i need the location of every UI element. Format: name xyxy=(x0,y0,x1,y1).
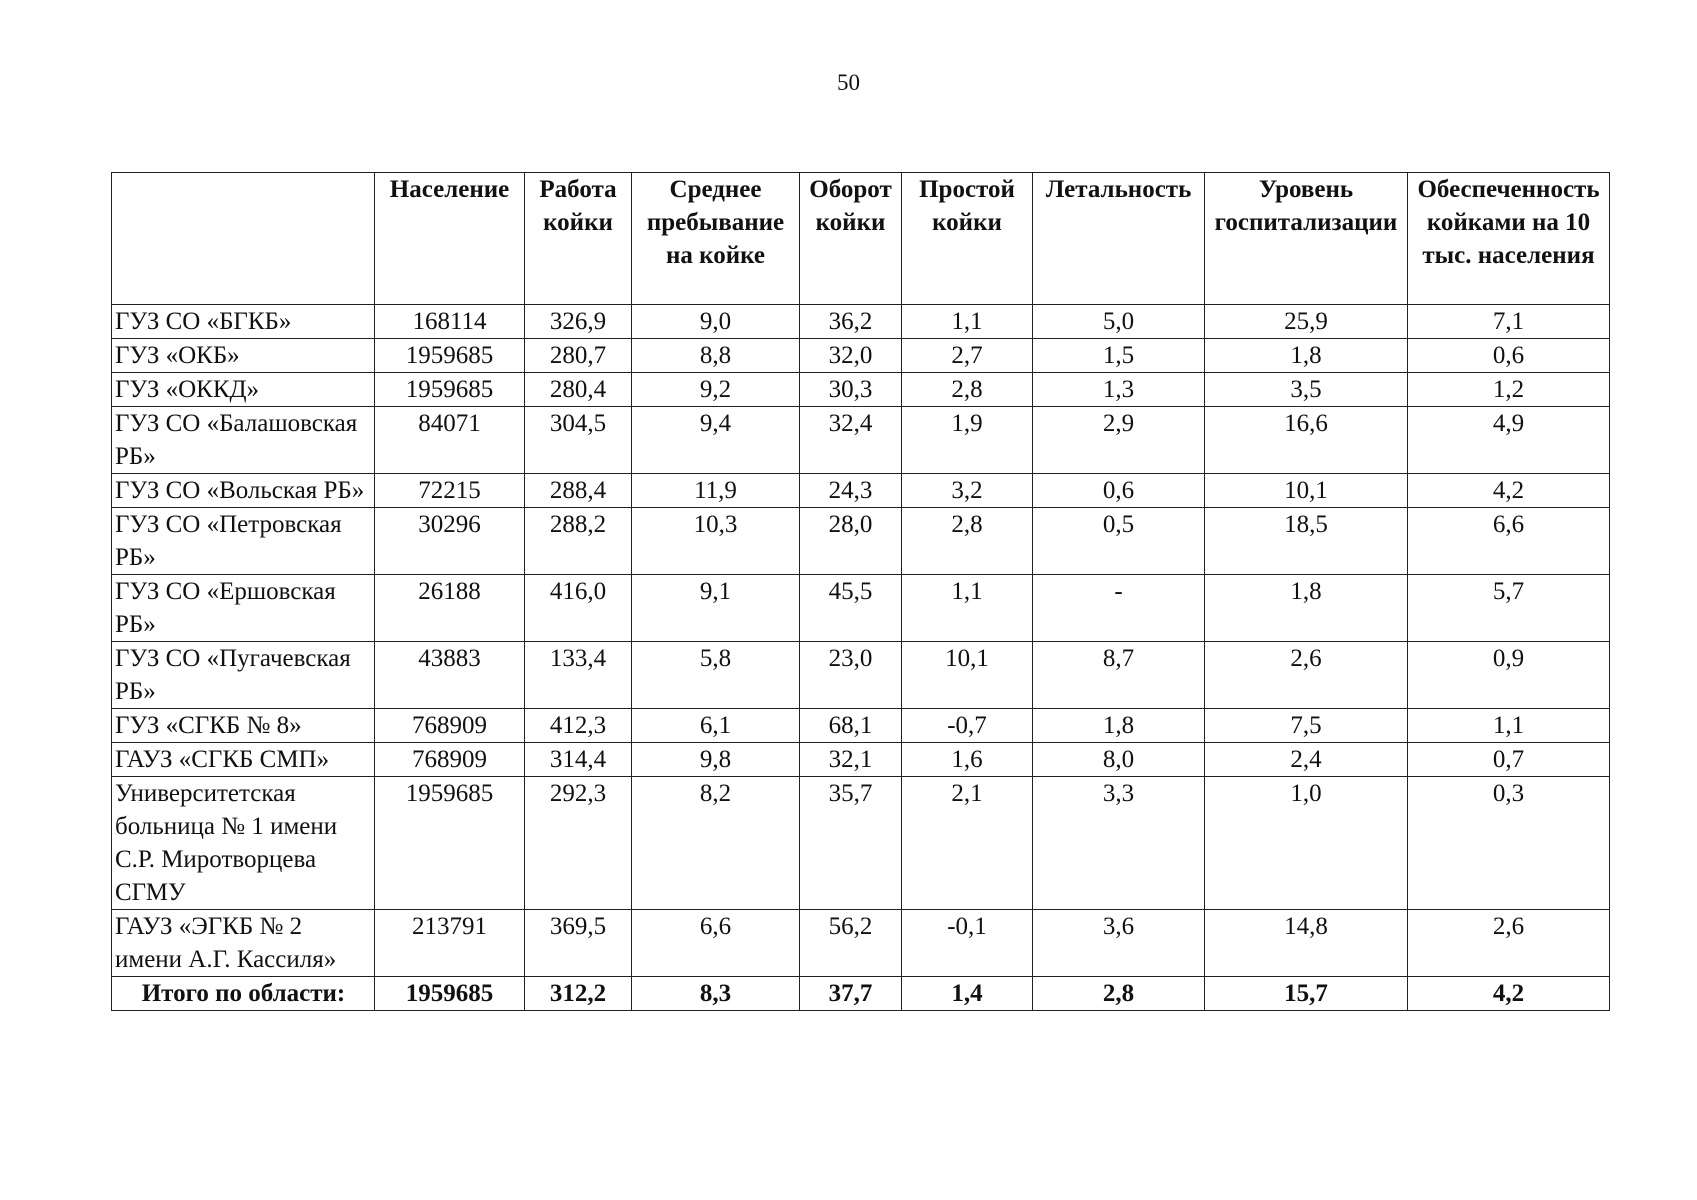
value-cell: 133,4 xyxy=(525,642,632,709)
value-cell: 32,0 xyxy=(800,339,902,373)
table-row xyxy=(112,575,1610,642)
value-cell: 1,9 xyxy=(902,407,1033,474)
institution-name-cell: ГУЗ СО «БГКБ» xyxy=(112,305,375,339)
value-cell: 14,8 xyxy=(1205,910,1408,977)
value-cell: 1959685 xyxy=(375,777,525,910)
institution-name-cell: ГУЗ СО «Петровская РБ» xyxy=(112,508,375,575)
value-cell: 4,9 xyxy=(1408,407,1610,474)
header-row xyxy=(112,173,1610,305)
value-cell: 9,4 xyxy=(632,407,800,474)
value-cell: 1959685 xyxy=(375,977,525,1011)
value-cell: 2,8 xyxy=(902,508,1033,575)
value-cell: 2,6 xyxy=(1205,642,1408,709)
institution-name-cell: ГУЗ «ОКБ» xyxy=(112,339,375,373)
value-cell: 0,3 xyxy=(1408,777,1610,910)
table-row xyxy=(112,508,1610,575)
institution-name-cell: ГУЗ «ОККД» xyxy=(112,373,375,407)
value-cell: 25,9 xyxy=(1205,305,1408,339)
value-cell: 10,3 xyxy=(632,508,800,575)
value-cell: 1,1 xyxy=(1408,709,1610,743)
value-cell: 416,0 xyxy=(525,575,632,642)
value-cell: -0,1 xyxy=(902,910,1033,977)
value-cell: 11,9 xyxy=(632,474,800,508)
value-cell: 369,5 xyxy=(525,910,632,977)
value-cell: 2,9 xyxy=(1033,407,1205,474)
value-cell: 9,8 xyxy=(632,743,800,777)
value-cell: 1,1 xyxy=(902,305,1033,339)
value-cell: 312,2 xyxy=(525,977,632,1011)
value-cell: 24,3 xyxy=(800,474,902,508)
value-cell: 1,3 xyxy=(1033,373,1205,407)
value-cell: -0,7 xyxy=(902,709,1033,743)
value-cell: 32,4 xyxy=(800,407,902,474)
header-cell-bed-turnover: Оборот койки xyxy=(800,173,902,305)
value-cell: 30,3 xyxy=(800,373,902,407)
value-cell: 18,5 xyxy=(1205,508,1408,575)
header-cell-bed-idle: Простой койки xyxy=(902,173,1033,305)
value-cell: 16,6 xyxy=(1205,407,1408,474)
table-row xyxy=(112,305,1610,339)
table-row xyxy=(112,709,1610,743)
table-row xyxy=(112,474,1610,508)
value-cell: 32,1 xyxy=(800,743,902,777)
value-cell: 72215 xyxy=(375,474,525,508)
value-cell: 3,5 xyxy=(1205,373,1408,407)
value-cell: 8,3 xyxy=(632,977,800,1011)
value-cell: 168114 xyxy=(375,305,525,339)
value-cell: 5,8 xyxy=(632,642,800,709)
value-cell: 1,8 xyxy=(1033,709,1205,743)
value-cell: 9,0 xyxy=(632,305,800,339)
value-cell: 412,3 xyxy=(525,709,632,743)
value-cell: 768909 xyxy=(375,743,525,777)
value-cell: 36,2 xyxy=(800,305,902,339)
value-cell: 2,8 xyxy=(902,373,1033,407)
value-cell: - xyxy=(1033,575,1205,642)
value-cell: 2,8 xyxy=(1033,977,1205,1011)
institution-name-cell: ГУЗ «СГКБ № 8» xyxy=(112,709,375,743)
institution-name-cell: ГУЗ СО «Ершовская РБ» xyxy=(112,575,375,642)
value-cell: 1,4 xyxy=(902,977,1033,1011)
header-cell-bed-work: Работа койки xyxy=(525,173,632,305)
value-cell: 5,0 xyxy=(1033,305,1205,339)
value-cell: 23,0 xyxy=(800,642,902,709)
value-cell: 0,5 xyxy=(1033,508,1205,575)
page-number: 50 xyxy=(837,70,860,95)
header-cell-name xyxy=(112,173,375,305)
value-cell: 10,1 xyxy=(902,642,1033,709)
value-cell: 6,6 xyxy=(632,910,800,977)
value-cell: 68,1 xyxy=(800,709,902,743)
value-cell: 26188 xyxy=(375,575,525,642)
value-cell: 3,2 xyxy=(902,474,1033,508)
value-cell: 0,6 xyxy=(1033,474,1205,508)
table-row xyxy=(112,373,1610,407)
value-cell: 280,7 xyxy=(525,339,632,373)
institution-name-cell: ГУЗ СО «Вольская РБ» xyxy=(112,474,375,508)
value-cell: 1,8 xyxy=(1205,339,1408,373)
value-cell: 6,1 xyxy=(632,709,800,743)
value-cell: 1,1 xyxy=(902,575,1033,642)
value-cell: 213791 xyxy=(375,910,525,977)
institution-name-cell: ГУЗ СО «Балашовская РБ» xyxy=(112,407,375,474)
table-row xyxy=(112,743,1610,777)
value-cell: 45,5 xyxy=(800,575,902,642)
value-cell: 288,2 xyxy=(525,508,632,575)
value-cell: 37,7 xyxy=(800,977,902,1011)
value-cell: 8,2 xyxy=(632,777,800,910)
table-row xyxy=(112,910,1610,977)
value-cell: 7,1 xyxy=(1408,305,1610,339)
table-row xyxy=(112,339,1610,373)
value-cell: 3,3 xyxy=(1033,777,1205,910)
value-cell: 35,7 xyxy=(800,777,902,910)
value-cell: 8,7 xyxy=(1033,642,1205,709)
value-cell: 280,4 xyxy=(525,373,632,407)
value-cell: 1,0 xyxy=(1205,777,1408,910)
value-cell: 1,5 xyxy=(1033,339,1205,373)
header-cell-lethality: Летальность xyxy=(1033,173,1205,305)
value-cell: 4,2 xyxy=(1408,474,1610,508)
value-cell: 9,1 xyxy=(632,575,800,642)
value-cell: 2,6 xyxy=(1408,910,1610,977)
value-cell: 3,6 xyxy=(1033,910,1205,977)
value-cell: 0,6 xyxy=(1408,339,1610,373)
hospital-statistics-table xyxy=(111,172,1610,1011)
value-cell: 28,0 xyxy=(800,508,902,575)
value-cell: 2,1 xyxy=(902,777,1033,910)
table-row xyxy=(112,407,1610,474)
value-cell: 304,5 xyxy=(525,407,632,474)
value-cell: 84071 xyxy=(375,407,525,474)
value-cell: 8,0 xyxy=(1033,743,1205,777)
value-cell: 30296 xyxy=(375,508,525,575)
institution-name-cell: ГАУЗ «ЭГКБ № 2 имени А.Г. Кассиля» xyxy=(112,910,375,977)
value-cell: 6,6 xyxy=(1408,508,1610,575)
header-cell-average-stay: Среднее пребывание на койке xyxy=(632,173,800,305)
value-cell: 5,7 xyxy=(1408,575,1610,642)
table-body xyxy=(112,305,1610,1011)
value-cell: 2,4 xyxy=(1205,743,1408,777)
table-row xyxy=(112,777,1610,910)
value-cell: 292,3 xyxy=(525,777,632,910)
value-cell: 288,4 xyxy=(525,474,632,508)
table-header xyxy=(112,173,1610,305)
table-row xyxy=(112,642,1610,709)
value-cell: 2,7 xyxy=(902,339,1033,373)
value-cell: 1959685 xyxy=(375,339,525,373)
value-cell: 10,1 xyxy=(1205,474,1408,508)
value-cell: 0,7 xyxy=(1408,743,1610,777)
header-cell-population: Население xyxy=(375,173,525,305)
value-cell: 9,2 xyxy=(632,373,800,407)
value-cell: 326,9 xyxy=(525,305,632,339)
value-cell: 8,8 xyxy=(632,339,800,373)
value-cell: 1959685 xyxy=(375,373,525,407)
table-total-row xyxy=(112,977,1610,1011)
value-cell: 314,4 xyxy=(525,743,632,777)
institution-name-cell: ГУЗ СО «Пугачевская РБ» xyxy=(112,642,375,709)
value-cell: 1,6 xyxy=(902,743,1033,777)
value-cell: 56,2 xyxy=(800,910,902,977)
value-cell: 0,9 xyxy=(1408,642,1610,709)
value-cell: 43883 xyxy=(375,642,525,709)
value-cell: 7,5 xyxy=(1205,709,1408,743)
value-cell: 768909 xyxy=(375,709,525,743)
header-cell-bed-provision: Обеспеченность койками на 10 тыс. населения xyxy=(1408,173,1610,305)
header-cell-hospitalization-level: Уровень госпитализации xyxy=(1205,173,1408,305)
institution-name-cell: Университетская больница № 1 имени С.Р. Миротворцева СГМУ xyxy=(112,777,375,910)
value-cell: 1,8 xyxy=(1205,575,1408,642)
value-cell: 4,2 xyxy=(1408,977,1610,1011)
institution-name-cell: ГАУЗ «СГКБ СМП» xyxy=(112,743,375,777)
total-label-cell: Итого по области: xyxy=(112,977,375,1011)
value-cell: 15,7 xyxy=(1205,977,1408,1011)
value-cell: 1,2 xyxy=(1408,373,1610,407)
